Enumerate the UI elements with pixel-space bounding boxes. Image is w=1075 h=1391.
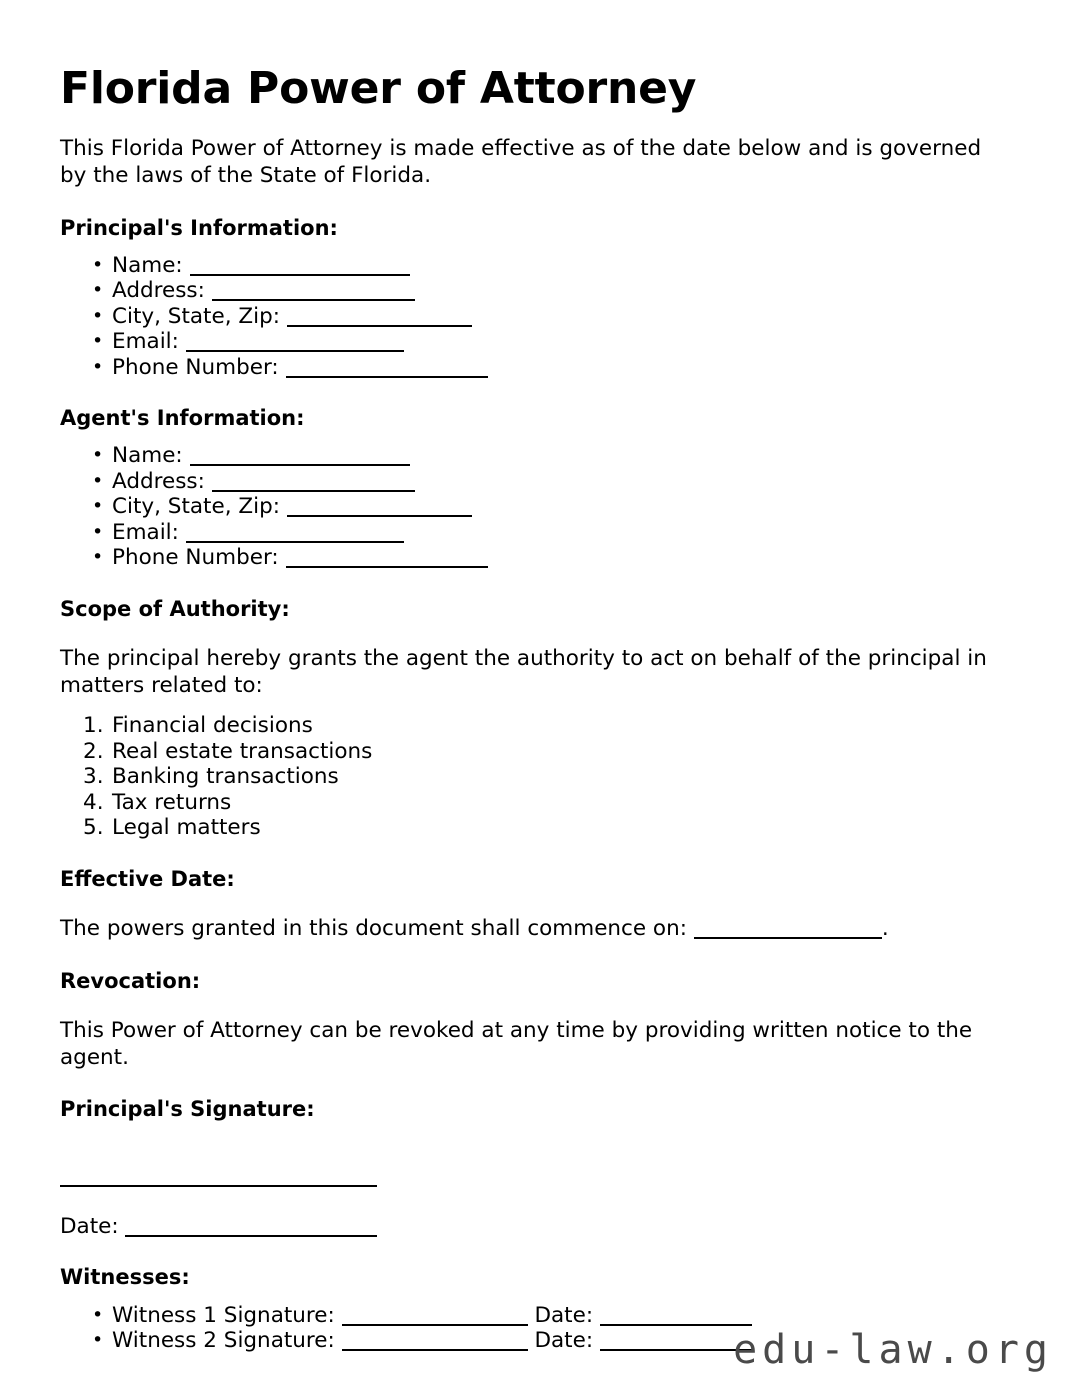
list-item: Financial decisions [112, 713, 313, 739]
field-label: Phone Number: [112, 354, 279, 380]
site-watermark: edu-law.org [733, 1327, 1053, 1373]
agent-phone-blank[interactable] [286, 551, 488, 568]
list-item [60, 494, 992, 520]
witness-1-signature-blank[interactable] [342, 1309, 528, 1326]
scope-intro-paragraph: The principal hereby grants the agent the authority to act on behalf of the principal in matters related to: [60, 646, 987, 698]
witness-1-date-blank[interactable] [600, 1309, 752, 1326]
field-label: Name: [112, 252, 183, 278]
principal-name-blank[interactable] [190, 259, 410, 276]
page-title: Florida Power of Attorney [60, 63, 697, 114]
principal-phone-blank[interactable] [286, 361, 488, 378]
witness-signature-label: Witness 2 Signature: [112, 1328, 335, 1354]
list-item: Legal matters [112, 815, 261, 841]
list-item [60, 253, 992, 279]
agent-address-blank[interactable] [212, 475, 415, 492]
section-heading-principal-information: Principal's Information: [60, 215, 338, 240]
field-label: City, State, Zip: [112, 303, 280, 329]
witness-date-label: Date: [534, 1302, 594, 1328]
list-item [60, 545, 992, 571]
field-label: City, State, Zip: [112, 494, 280, 520]
list-item [60, 520, 992, 546]
effective-date-text: The powers granted in this document shall commence on: [60, 916, 687, 942]
section-heading-witnesses: Witnesses: [60, 1265, 190, 1290]
list-item [60, 355, 992, 381]
intro-paragraph: This Florida Power of Attorney is made effective as of the date below and is governed by the laws of the State of Florida. [60, 136, 982, 188]
revocation-paragraph: This Power of Attorney can be revoked at any time by providing written notice to the agent. [60, 1017, 973, 1070]
principal-email-blank[interactable] [186, 335, 404, 352]
principal-signature-date-row [60, 1190, 992, 1240]
field-label: Email: [112, 329, 179, 355]
section-heading-effective-date: Effective Date: [60, 866, 235, 891]
principal-signature-blank[interactable] [60, 1170, 377, 1187]
list-item [60, 1303, 992, 1329]
effective-date-paragraph [60, 892, 992, 943]
list-item [60, 329, 992, 355]
agent-email-blank[interactable] [186, 526, 404, 543]
field-label: Email: [112, 519, 179, 545]
list-item: Banking transactions [112, 764, 339, 790]
field-label: Name: [112, 443, 183, 469]
principal-signature-date-blank[interactable] [125, 1220, 377, 1237]
list-item: Tax returns [112, 789, 232, 815]
document-content [60, 0, 992, 1354]
date-label: Date: [60, 1213, 119, 1239]
agent-city-state-zip-blank[interactable] [287, 500, 472, 517]
agent-field-list [60, 431, 992, 571]
field-label: Phone Number: [112, 545, 279, 571]
effective-date-period: . [881, 916, 889, 942]
section-heading-scope-of-authority: Scope of Authority: [60, 596, 290, 621]
section-heading-revocation: Revocation: [60, 968, 201, 993]
agent-name-blank[interactable] [190, 449, 410, 466]
principal-address-blank[interactable] [212, 284, 415, 301]
principal-field-list [60, 241, 992, 381]
section-heading-principal-signature: Principal's Signature: [60, 1097, 315, 1122]
witness-2-signature-blank[interactable] [342, 1334, 528, 1351]
field-label: Address: [112, 278, 205, 304]
list-item [60, 278, 992, 304]
effective-date-blank[interactable] [694, 922, 882, 939]
list-item [60, 443, 992, 469]
list-item [60, 469, 992, 495]
principal-city-state-zip-blank[interactable] [287, 310, 472, 327]
witness-2-date-blank[interactable] [600, 1334, 752, 1351]
principal-signature-line-row [60, 1122, 992, 1190]
list-item [60, 304, 992, 330]
witness-signature-label: Witness 1 Signature: [112, 1302, 335, 1328]
list-item: Real estate transactions [112, 738, 373, 764]
section-heading-agent-information: Agent's Information: [60, 406, 305, 431]
scope-authority-list [60, 699, 992, 841]
witness-date-label: Date: [534, 1328, 594, 1354]
field-label: Address: [112, 468, 205, 494]
